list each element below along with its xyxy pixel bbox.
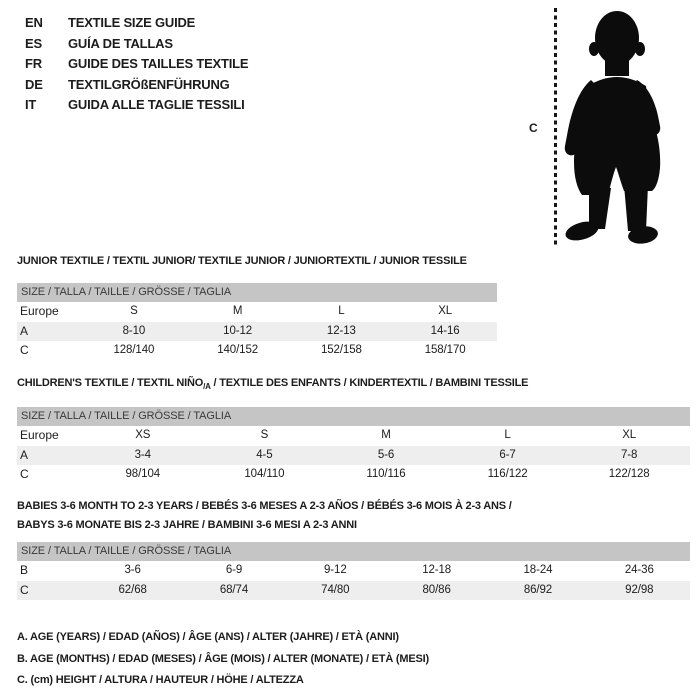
- size-cell: M: [381, 429, 391, 442]
- row-label: Europe: [20, 304, 59, 318]
- children-textile-section: [17, 377, 690, 485]
- height-cell: 98/104: [125, 468, 161, 481]
- height-measure-dotted-line: [554, 8, 557, 246]
- lang-code: DE: [25, 76, 43, 92]
- height-cell: 68/74: [219, 583, 249, 596]
- lang-code: EN: [25, 15, 43, 30]
- children-table-title: [17, 377, 690, 393]
- age-cell: 5-6: [377, 448, 395, 461]
- table-row-age: [17, 446, 690, 466]
- height-cell: 128/140: [113, 344, 155, 356]
- lang-label: GUIDE DES TAILLES TEXTILE: [68, 56, 249, 72]
- footnote-c: C. (cm) HEIGHT / ALTURA / HAUTEUR / HÖHE / ALTEZZA: [17, 674, 304, 686]
- age-cell: 8-10: [122, 324, 146, 337]
- table-row-age-months: [17, 561, 690, 581]
- row-label: C: [20, 582, 29, 597]
- lang-row-fr: [25, 54, 248, 75]
- footnote-a: A. AGE (YEARS) / EDAD (AÑOS) / ÂGE (ANS) / ALTER (JAHRE) / ETÀ (ANNI): [17, 631, 399, 643]
- junior-size-header-bar: SIZE / TALLA / TAILLE / GRÖSSE / TAGLIA: [17, 283, 497, 302]
- children-size-header-bar: SIZE / TALLA / TAILLE / GRÖSSE / TAGLIA: [17, 407, 690, 426]
- table-row-europe: [17, 426, 690, 446]
- height-cell: 116/122: [487, 468, 528, 481]
- row-label: C: [20, 467, 29, 482]
- lang-row-it: [25, 95, 248, 116]
- age-cell: 24-36: [624, 564, 654, 576]
- title-part: CHILDREN'S TEXTILE / TEXTIL NIÑO: [17, 377, 204, 389]
- height-measure-label-c: C: [529, 121, 538, 135]
- footnote-b: B. AGE (MONTHS) / EDAD (MESES) / ÂGE (MOIS) / ALTER (MONATE) / ETÀ (MESI): [17, 652, 429, 665]
- row-label: A: [20, 323, 29, 338]
- size-cell: L: [504, 429, 511, 442]
- legend-footnotes: [17, 627, 429, 692]
- row-label: B: [20, 563, 29, 577]
- age-cell: 12-18: [422, 564, 452, 576]
- babies-size-header-bar: SIZE / TALLA / TAILLE / GRÖSSE / TAGLIA: [17, 542, 690, 561]
- lang-label: TEXTILGRÖßENFÜHRUNG: [68, 76, 230, 92]
- size-cell: S: [260, 429, 269, 442]
- size-cell: S: [130, 305, 138, 317]
- age-cell: 6-7: [499, 448, 516, 461]
- height-cell: 140/152: [217, 344, 259, 356]
- height-cell: 80/86: [422, 583, 451, 596]
- height-cell: 92/98: [625, 583, 654, 596]
- age-cell: 3-6: [124, 564, 141, 576]
- lang-code: IT: [25, 97, 37, 113]
- junior-table-title: JUNIOR TEXTILE / TEXTIL JUNIOR/ TEXTILE JUNIOR / JUNIORTEXTIL / JUNIOR TESSILE: [17, 255, 467, 267]
- size-cell: XL: [438, 305, 453, 317]
- row-label: Europe: [20, 428, 59, 443]
- title-part: / TEXTILE DES ENFANTS / KINDERTEXTIL / BAMBINI TESSILE: [210, 377, 529, 389]
- age-cell: 4-5: [256, 448, 273, 461]
- row-label: C: [20, 343, 29, 357]
- age-cell: 14-16: [430, 324, 460, 337]
- height-cell: 62/68: [118, 583, 147, 596]
- age-cell: 7-8: [621, 448, 638, 461]
- table-row-age: [17, 322, 497, 342]
- table-row-europe: [17, 302, 497, 322]
- babies-textile-section: [17, 497, 690, 600]
- table-row-height: [17, 465, 690, 485]
- lang-row-de: [25, 75, 248, 96]
- height-cell: 152/158: [320, 344, 362, 356]
- lang-label: GUÍA DE TALLAS: [68, 35, 173, 51]
- row-label: A: [20, 447, 29, 462]
- height-cell: 158/170: [424, 344, 466, 356]
- lang-row-en: [25, 13, 248, 34]
- table-row-height: [17, 341, 497, 361]
- babies-table-title: [17, 497, 690, 535]
- age-cell: 9-12: [324, 564, 347, 576]
- height-cell: 122/128: [608, 468, 650, 481]
- size-cell: XL: [622, 429, 637, 442]
- lang-row-es: [25, 34, 248, 55]
- babies-title-line1: BABIES 3-6 MONTH TO 2-3 YEARS / BEBÉS 3-6 MESES A 2-3 AÑOS / BÉBÉS 3-6 MOIS À 2-3 ANS /: [17, 500, 512, 512]
- table-row-height: [17, 581, 690, 601]
- baby-silhouette-icon: [558, 2, 676, 248]
- title-subscript: /A: [203, 382, 211, 392]
- age-cell: 18-24: [523, 564, 553, 576]
- height-cell: 110/116: [366, 468, 406, 481]
- age-cell: 6-9: [225, 564, 243, 576]
- lang-code: FR: [25, 56, 42, 72]
- size-cell: XS: [135, 429, 151, 442]
- age-cell: 10-12: [223, 324, 253, 337]
- age-cell: 12-13: [326, 324, 356, 337]
- age-cell: 3-4: [134, 448, 151, 461]
- size-cell: M: [232, 305, 243, 317]
- lang-code: ES: [25, 35, 42, 51]
- size-cell: L: [338, 305, 345, 317]
- lang-label: TEXTILE SIZE GUIDE: [68, 15, 196, 30]
- lang-label: GUIDA ALLE TAGLIE TESSILI: [68, 97, 245, 113]
- junior-textile-section: [17, 255, 497, 361]
- babies-title-line2: BABYS 3-6 MONATE BIS 2-3 JAHRE / BAMBINI 3-6 MESI A 2-3 ANNI: [17, 519, 357, 531]
- height-cell: 86/92: [523, 583, 553, 596]
- height-cell: 74/80: [321, 583, 350, 596]
- height-cell: 104/110: [244, 468, 285, 481]
- language-title-list: [25, 13, 248, 116]
